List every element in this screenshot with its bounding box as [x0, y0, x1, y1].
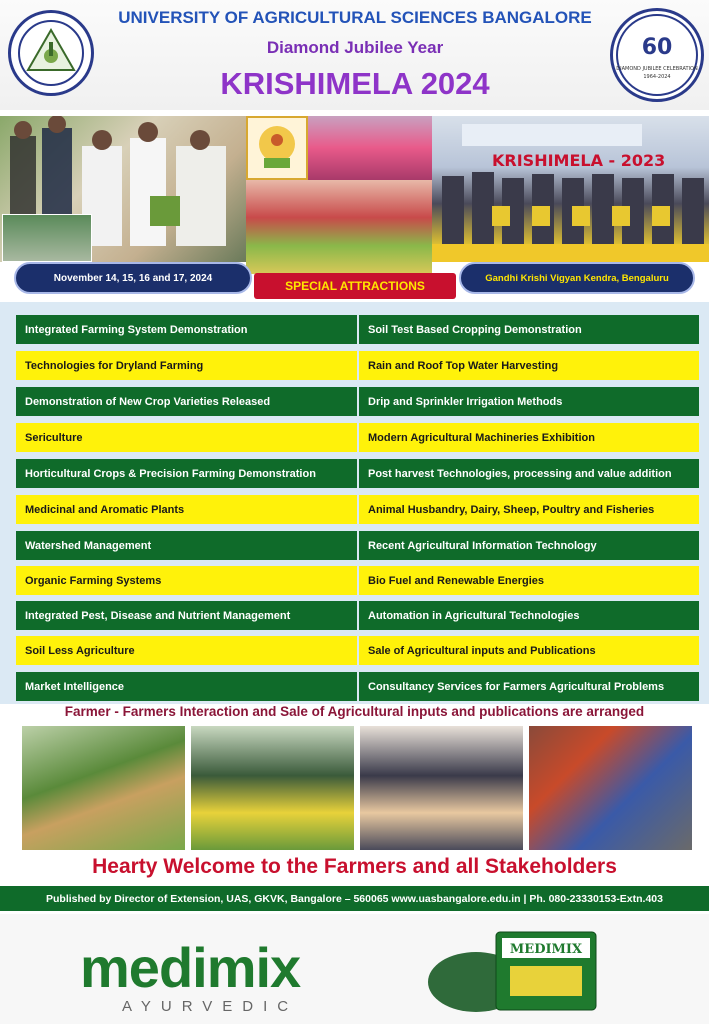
medimix-product-image — [424, 924, 600, 1018]
diamond-jubilee-logo — [610, 8, 704, 102]
pack-brand-text: MEDIMIX — [509, 942, 583, 957]
attraction-right-item: Soil Test Based Cropping Demonstration — [359, 315, 699, 344]
attraction-right-item: Sale of Agricultural inputs and Publications — [359, 636, 699, 665]
award-ceremony-illustration — [432, 116, 709, 262]
attraction-right-item: Post harvest Technologies, processing and value addition — [359, 459, 699, 488]
attraction-left-item: Watershed Management — [16, 531, 357, 560]
attraction-left-item: Integrated Farming System Demonstration — [16, 315, 357, 344]
attraction-right-item: Recent Agricultural Information Technology — [359, 531, 699, 560]
svg-text:60: 60 — [641, 35, 673, 60]
attraction-right-item: Automation in Agricultural Technologies — [359, 601, 699, 630]
jubilee-logo-years: 1964-2024 — [643, 74, 671, 80]
machinery-photo — [529, 726, 692, 850]
field-plots-photo — [22, 726, 185, 850]
stage-photo — [308, 116, 432, 180]
university-name: UNIVERSITY OF AGRICULTURAL SCIENCES BANGALORE — [118, 8, 592, 27]
arranged-note: Farmer - Farmers Interaction and Sale of Agricultural inputs and publications are arranged — [64, 704, 645, 719]
stage-banner-text: KRISHIMELA - 2023 — [492, 151, 666, 170]
attraction-left-item: Technologies for Dryland Farming — [16, 351, 357, 380]
attraction-left-item: Market Intelligence — [16, 672, 357, 701]
jubilee-emblem-icon — [614, 12, 700, 98]
krishimela-logo-icon — [248, 118, 306, 178]
attraction-left-item: Integrated Pest, Disease and Nutrient Management — [16, 601, 357, 630]
special-attractions-heading: SPECIAL ATTRACTIONS — [254, 273, 456, 299]
welcome-message: Hearty Welcome to the Farmers and all Stakeholders — [92, 855, 617, 878]
krishimela-logo-photo — [246, 116, 308, 180]
farmers-field-photo — [191, 726, 354, 850]
award-group-photo — [360, 726, 523, 850]
uas-logo — [8, 10, 94, 96]
jubilee-logo-text: DIAMOND JUBILEE CELEBRATION — [616, 66, 698, 72]
publisher-info: Published by Director of Extension, UAS, GKVK, Bangalore – 560065 www.uasbangalore.edu.in | Ph. 080-23330153-Extn.403 — [0, 886, 709, 911]
attractions-grid — [0, 302, 709, 704]
soap-pack-icon — [424, 924, 600, 1018]
bottom-photo-strip — [0, 724, 709, 852]
jubilee-title: Diamond Jubilee Year — [266, 38, 444, 57]
medimix-brand: medimix — [80, 936, 301, 999]
attraction-right-item: Drip and Sprinkler Irrigation Methods — [359, 387, 699, 416]
attraction-left-item: Soil Less Agriculture — [16, 636, 357, 665]
attraction-right-item: Rain and Roof Top Water Harvesting — [359, 351, 699, 380]
event-title: KRISHIMELA 2024 — [220, 66, 490, 101]
attraction-right-item: Animal Husbandry, Dairy, Sheep, Poultry and Fisheries — [359, 495, 699, 524]
attraction-left-item: Medicinal and Aromatic Plants — [16, 495, 357, 524]
attraction-left-item: Sericulture — [16, 423, 357, 452]
header — [0, 0, 709, 110]
dates-badge: November 14, 15, 16 and 17, 2024 — [14, 262, 252, 294]
attraction-left-item: Horticultural Crops & Precision Farming Demonstration — [16, 459, 357, 488]
attraction-right-item: Modern Agricultural Machineries Exhibition — [359, 423, 699, 452]
award-ceremony-photo — [432, 116, 709, 262]
attraction-left-item: Demonstration of New Crop Varieties Released — [16, 387, 357, 416]
inset-photo — [2, 214, 92, 262]
uas-emblem-icon — [16, 18, 86, 88]
attraction-left-item: Organic Farming Systems — [16, 566, 357, 595]
attraction-right-item: Consultancy Services for Farmers Agricultural Problems — [359, 672, 699, 701]
venue-badge: Gandhi Krishi Vigyan Kendra, Bengaluru — [459, 262, 695, 294]
exhibition-photo — [246, 180, 432, 274]
attraction-right-item: Bio Fuel and Renewable Energies — [359, 566, 699, 595]
medimix-tagline: AYURVEDIC — [122, 998, 299, 1015]
